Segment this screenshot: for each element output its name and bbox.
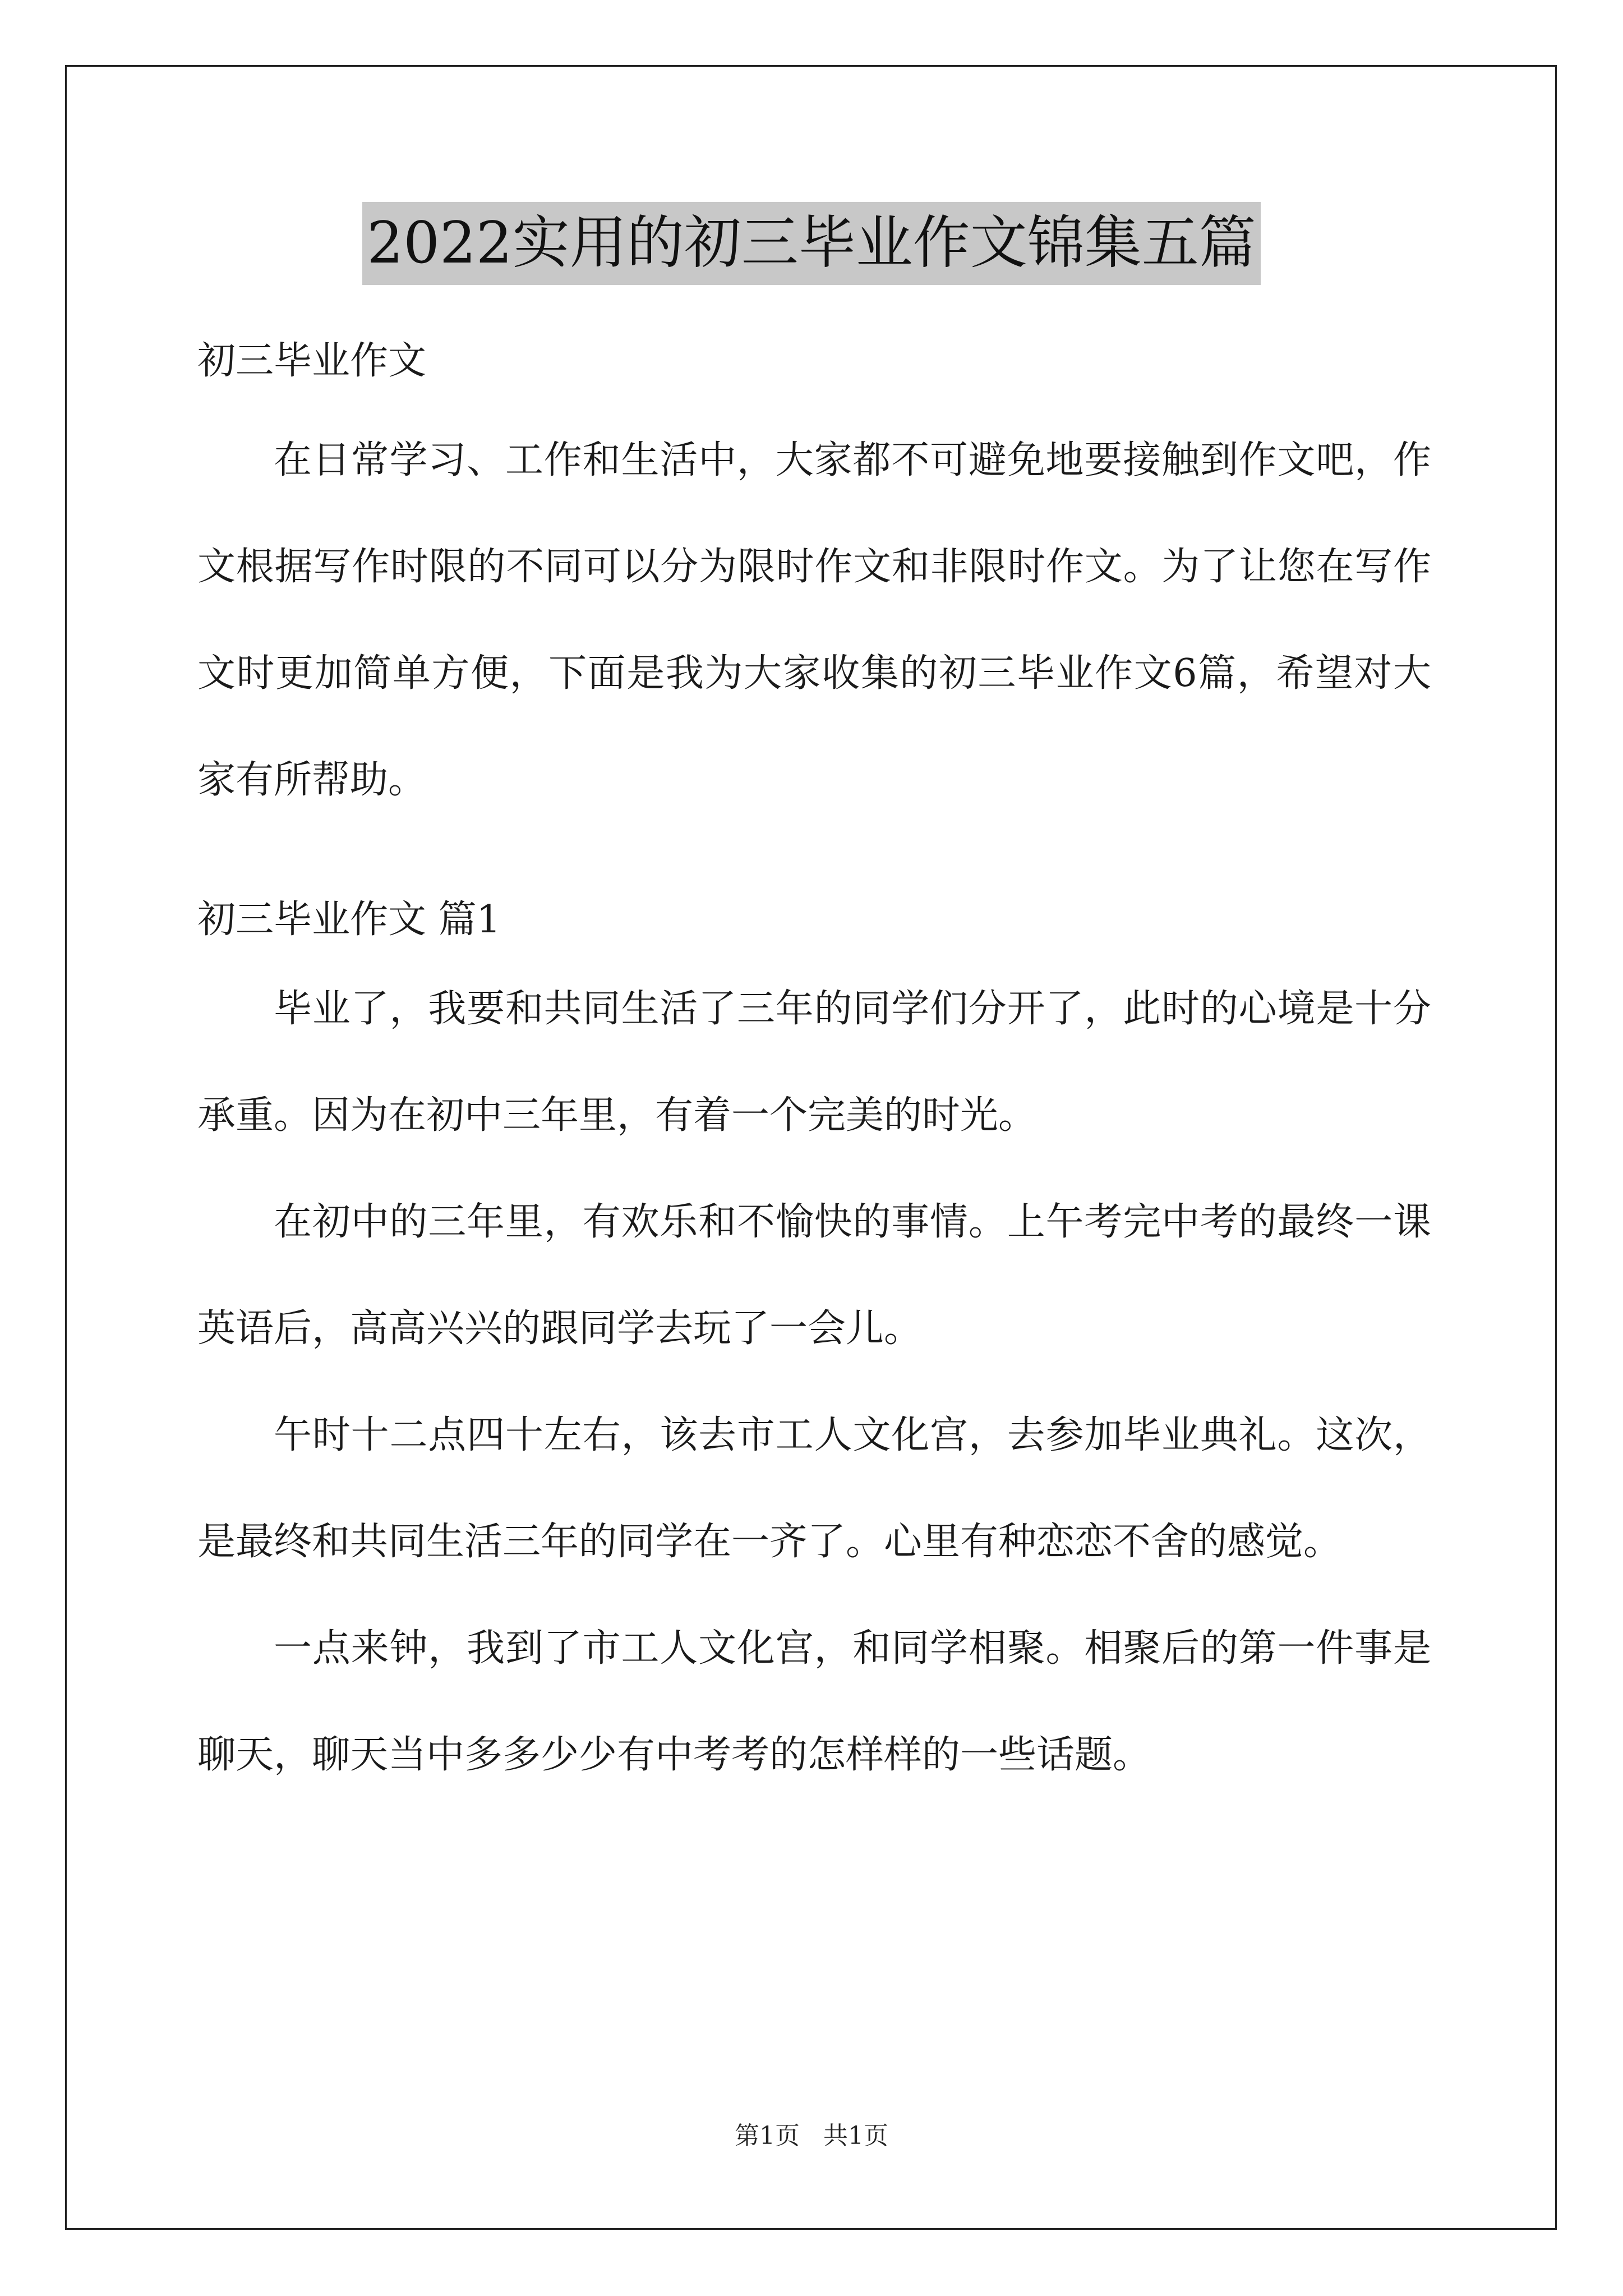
body-paragraph-4: 一点来钟，我到了市工人文化宫，和同学相聚。相聚后的第一件事是聊天，聊天当中多多少少有中考考的怎样样的一些话题。 (197, 1626, 1431, 1777)
intro-paragraph: 在日常学习、工作和生活中，大家都不可避免地要接触到作文吧，作文根据写作时限的不同可以分为限时作文和非限时作文。为了让您在写作文时更加简单方便，下面是我为大家收集的初三毕业作文6篇，希望对大家有所帮助。 (197, 438, 1431, 802)
body-paragraph-3: 午时十二点四十左右，该去市工人文化宫，去参加毕业典礼。这次，是最终和共同生活三年的同学在一齐了。心里有种恋恋不舍的感觉。 (197, 1413, 1431, 1564)
intro-heading: 初三毕业作文 (197, 339, 427, 383)
article-heading: 初三毕业作文 篇1 (197, 898, 501, 942)
title-container (0, 202, 1623, 285)
page-footer (0, 2119, 1623, 2153)
page-number-total: 共1页 (823, 2122, 888, 2150)
body-paragraph-1: 毕业了，我要和共同生活了三年的同学们分开了，此时的心境是十分承重。因为在初中三年里，有着一个完美的时光。 (197, 987, 1431, 1138)
document-body (197, 314, 1431, 1809)
body-paragraph-2: 在初中的三年里，有欢乐和不愉快的事情。上午考完中考的最终一课英语后，高高兴兴的跟同学去玩了一会儿。 (197, 1200, 1431, 1351)
page-number-current: 第1页 (735, 2122, 800, 2150)
document-title: 2022实用的初三毕业作文锦集五篇 (362, 202, 1261, 285)
